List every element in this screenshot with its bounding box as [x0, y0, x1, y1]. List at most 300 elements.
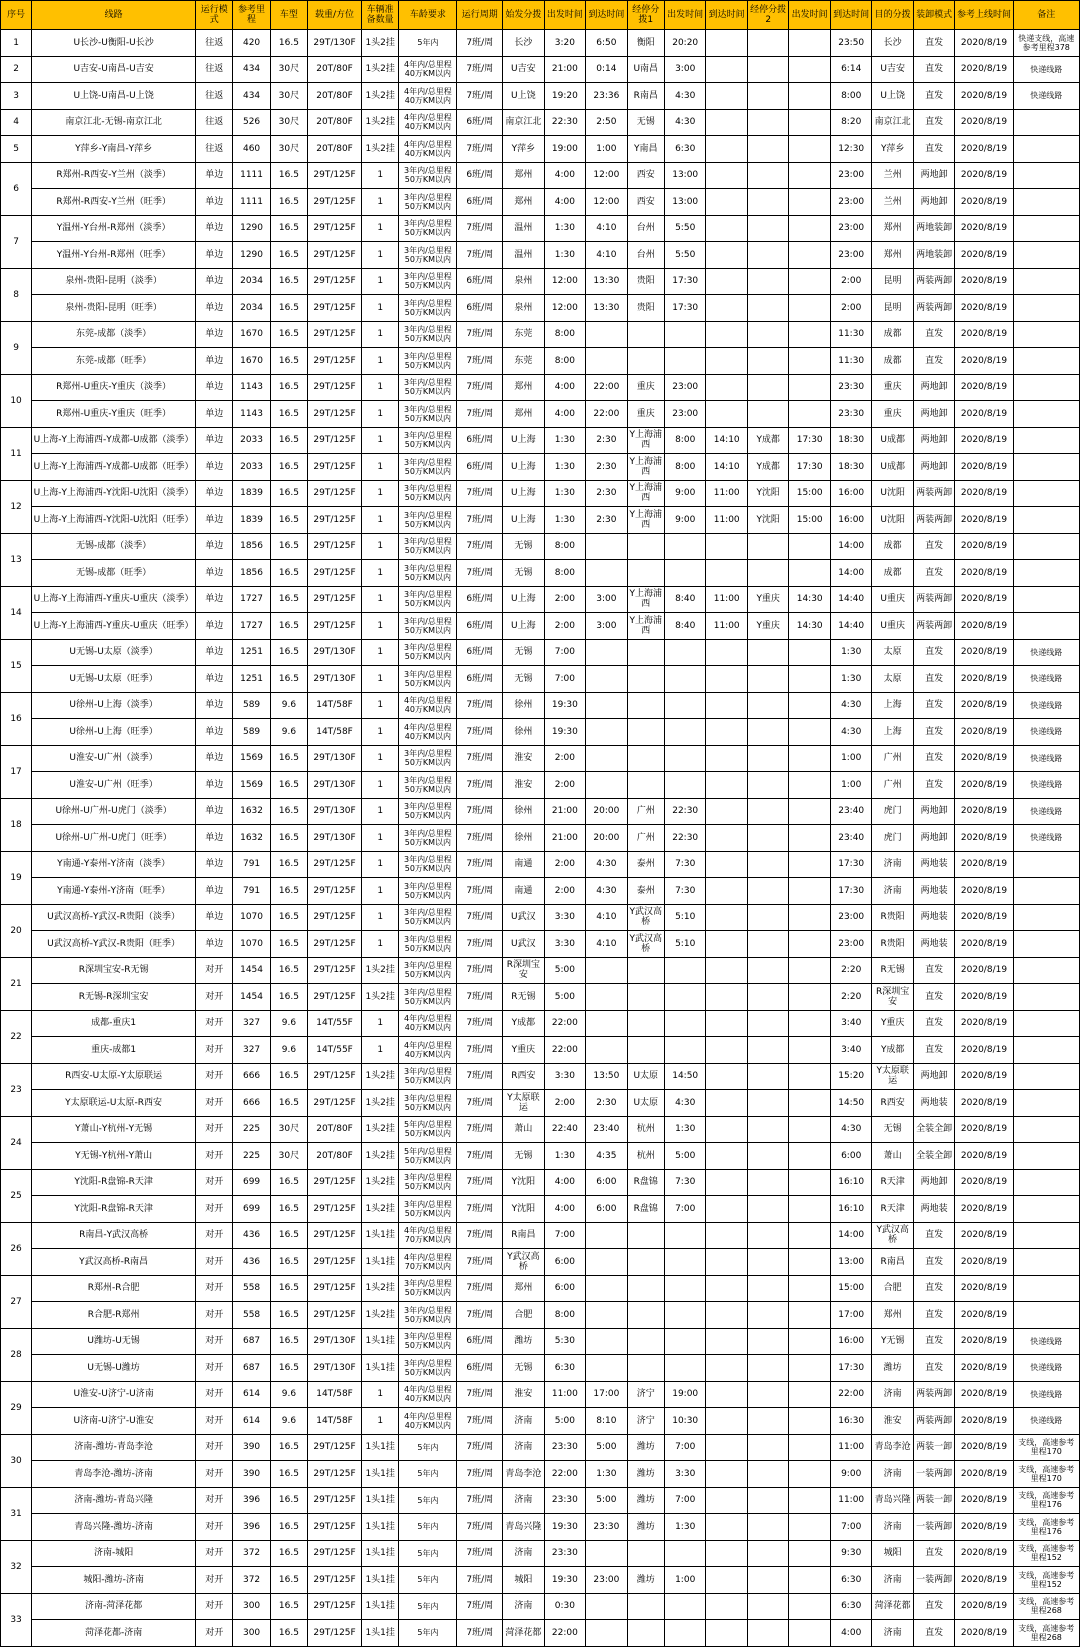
table-cell: 8:10 [586, 1408, 628, 1435]
table-cell: 8:00 [544, 321, 586, 348]
table-row [1, 215, 1080, 242]
table-cell: 4年内/总里程70万KM以内 [399, 1222, 457, 1249]
table-cell [747, 1090, 789, 1117]
table-cell: 4年内/总里程40万KM以内 [399, 136, 457, 163]
table-cell: 1:00 [830, 745, 872, 772]
table-row [1, 480, 1080, 507]
table-row [1, 851, 1080, 878]
table-cell [1013, 878, 1079, 905]
table-cell: 两装两卸 [913, 613, 955, 640]
table-cell: 1 [362, 215, 399, 242]
row-number-cell: 20 [1, 904, 32, 957]
table-cell: U无锡-U潍坊 [32, 1355, 196, 1382]
table-cell: 3年内/总里程50万KM以内 [399, 1196, 457, 1223]
table-cell: 直发 [913, 639, 955, 666]
table-cell [747, 825, 789, 852]
table-cell: 16.5 [270, 1328, 307, 1355]
table-cell: 2020/8/19 [955, 560, 1013, 587]
table-cell: U上海-Y上海浦西-Y重庆-U重庆（淡季） [32, 586, 196, 613]
table-cell: 327 [233, 1037, 270, 1064]
table-cell: 两地装 [913, 878, 955, 905]
table-row [1, 454, 1080, 481]
table-cell: Y重庆 [747, 586, 789, 613]
table-cell: 7班/周 [457, 1196, 503, 1223]
table-cell: 16.5 [270, 374, 307, 401]
table-row [1, 401, 1080, 428]
table-cell: 16.5 [270, 1461, 307, 1488]
table-cell: U太原 [627, 1090, 664, 1117]
table-cell: 快递线路 [1013, 719, 1079, 746]
table-cell: 11:00 [830, 1487, 872, 1514]
table-cell: 29T/125F [308, 931, 362, 958]
table-cell: 29T/125F [308, 1169, 362, 1196]
table-cell: 泉州 [503, 295, 545, 322]
table-cell: 合肥 [872, 1275, 914, 1302]
table-cell: 3年内/总里程50万KM以内 [399, 560, 457, 587]
table-cell: 14:30 [789, 586, 831, 613]
table-cell: 1856 [233, 533, 270, 560]
table-cell: Y重庆 [503, 1037, 545, 1064]
table-cell: 单边 [196, 692, 233, 719]
table-row [1, 1381, 1080, 1408]
table-row [1, 374, 1080, 401]
row-number-cell: 7 [1, 215, 32, 268]
table-cell: 1头1挂 [362, 1461, 399, 1488]
table-cell: 30尺 [270, 1116, 307, 1143]
table-cell: 699 [233, 1169, 270, 1196]
table-cell: 两地装 [913, 931, 955, 958]
table-cell [586, 1328, 628, 1355]
table-cell [586, 984, 628, 1011]
table-cell: Y沈阳 [747, 480, 789, 507]
table-cell [706, 1540, 748, 1567]
table-cell [747, 1328, 789, 1355]
table-cell [1013, 1196, 1079, 1223]
table-cell [664, 1249, 706, 1276]
table-cell: 16.5 [270, 957, 307, 984]
table-cell: 青岛兴隆 [503, 1514, 545, 1541]
table-cell: 22:00 [544, 1620, 586, 1647]
table-cell: 直发 [913, 533, 955, 560]
table-cell: 7:30 [664, 878, 706, 905]
table-cell: 7班/周 [457, 1567, 503, 1594]
table-row [1, 745, 1080, 772]
table-cell: R合肥-R郑州 [32, 1302, 196, 1329]
table-cell: 2020/8/19 [955, 1143, 1013, 1170]
table-cell [706, 692, 748, 719]
table-cell [706, 401, 748, 428]
table-cell: 3年内/总里程50万KM以内 [399, 242, 457, 269]
table-cell: 单边 [196, 401, 233, 428]
table-cell [747, 1275, 789, 1302]
table-row [1, 613, 1080, 640]
table-cell [747, 30, 789, 57]
table-cell: 城阳 [872, 1540, 914, 1567]
table-cell: 1头2挂 [362, 30, 399, 57]
table-cell: 成都-重庆1 [32, 1010, 196, 1037]
table-cell: 21:00 [544, 798, 586, 825]
table-cell [706, 666, 748, 693]
table-cell: 两装两卸 [913, 586, 955, 613]
table-cell: 396 [233, 1514, 270, 1541]
table-cell: 4:30 [586, 851, 628, 878]
table-cell: 17:00 [586, 1381, 628, 1408]
table-cell: 791 [233, 878, 270, 905]
table-cell: 12:00 [586, 162, 628, 189]
table-cell [706, 1487, 748, 1514]
table-cell: 2020/8/19 [955, 321, 1013, 348]
column-header: 到达时间 [586, 1, 628, 30]
table-cell: 济南 [503, 1487, 545, 1514]
table-cell [586, 1540, 628, 1567]
table-cell: 614 [233, 1381, 270, 1408]
row-number-cell: 16 [1, 692, 32, 745]
table-cell: 5年内 [399, 1540, 457, 1567]
table-cell: 5年内 [399, 1487, 457, 1514]
table-cell [586, 1249, 628, 1276]
table-cell: 直发 [913, 984, 955, 1011]
table-cell [789, 560, 831, 587]
table-cell: 8:00 [544, 560, 586, 587]
table-cell [706, 878, 748, 905]
table-cell: 两装一卸 [913, 1487, 955, 1514]
table-cell [1013, 586, 1079, 613]
table-cell: 2020/8/19 [955, 189, 1013, 216]
table-cell [664, 348, 706, 375]
table-cell [706, 772, 748, 799]
table-cell: 对开 [196, 1593, 233, 1620]
table-cell: R天津 [872, 1169, 914, 1196]
table-cell: 1头1挂 [362, 1567, 399, 1594]
table-cell: 昆明 [872, 295, 914, 322]
table-cell [706, 1355, 748, 1382]
table-cell: 16.5 [270, 348, 307, 375]
table-cell [706, 825, 748, 852]
table-cell: 1 [362, 268, 399, 295]
table-cell [747, 162, 789, 189]
table-cell [1013, 295, 1079, 322]
table-cell: 19:20 [544, 83, 586, 110]
table-cell: 4:30 [586, 878, 628, 905]
table-cell: 3年内/总里程50万KM以内 [399, 401, 457, 428]
table-cell: 两地卸 [913, 162, 955, 189]
table-cell [789, 931, 831, 958]
table-cell: 16.5 [270, 666, 307, 693]
table-cell [789, 348, 831, 375]
table-cell: 2020/8/19 [955, 719, 1013, 746]
table-cell: 4年内/总里程40万KM以内 [399, 1408, 457, 1435]
table-cell: Y重庆 [872, 1010, 914, 1037]
table-cell: 两地卸 [913, 427, 955, 454]
table-cell: 1569 [233, 772, 270, 799]
table-cell: 2020/8/19 [955, 1275, 1013, 1302]
table-cell: 4年内/总里程40万KM以内 [399, 83, 457, 110]
table-cell: 1头1挂 [362, 1620, 399, 1647]
table-cell: 29T/125F [308, 480, 362, 507]
table-cell: 1 [362, 189, 399, 216]
table-cell: 390 [233, 1461, 270, 1488]
table-cell: 17:30 [664, 268, 706, 295]
table-cell: 对开 [196, 1620, 233, 1647]
table-cell: 5:30 [544, 1328, 586, 1355]
table-cell: 7班/周 [457, 957, 503, 984]
table-cell: 1头1挂 [362, 1593, 399, 1620]
table-cell: 1头2挂 [362, 1143, 399, 1170]
table-cell: 3年内/总里程50万KM以内 [399, 745, 457, 772]
table-cell [664, 639, 706, 666]
table-cell: 327 [233, 1010, 270, 1037]
table-cell [706, 745, 748, 772]
table-cell: 15:00 [789, 480, 831, 507]
table-cell [706, 1010, 748, 1037]
table-cell: 614 [233, 1408, 270, 1435]
row-number-cell: 25 [1, 1169, 32, 1222]
table-cell: 两装两卸 [913, 1381, 955, 1408]
table-cell: 1727 [233, 586, 270, 613]
table-cell: 23:30 [830, 401, 872, 428]
table-cell: 南京江北 [503, 109, 545, 136]
table-row [1, 1090, 1080, 1117]
table-cell: 1070 [233, 904, 270, 931]
row-number-cell: 17 [1, 745, 32, 798]
table-cell: 17:00 [830, 1302, 872, 1329]
table-cell: 6班/周 [457, 162, 503, 189]
table-cell: R贵阳 [872, 931, 914, 958]
table-cell: 23:30 [830, 374, 872, 401]
table-cell: 1:00 [664, 1567, 706, 1594]
table-cell: 青岛李沧 [872, 1434, 914, 1461]
table-cell [747, 1355, 789, 1382]
table-row [1, 268, 1080, 295]
table-cell: 单边 [196, 586, 233, 613]
table-cell: 3年内/总里程50万KM以内 [399, 348, 457, 375]
table-cell: 23:00 [830, 215, 872, 242]
table-cell: 1569 [233, 745, 270, 772]
table-cell: 3年内/总里程50万KM以内 [399, 851, 457, 878]
table-cell: 上海 [872, 692, 914, 719]
table-cell: 单边 [196, 295, 233, 322]
table-cell: 396 [233, 1487, 270, 1514]
table-cell: 1839 [233, 480, 270, 507]
table-cell: 3年内/总里程50万KM以内 [399, 374, 457, 401]
table-cell: 300 [233, 1593, 270, 1620]
row-number-cell: 4 [1, 109, 32, 136]
table-cell: 2020/8/19 [955, 798, 1013, 825]
table-cell: 4年内/总里程40万KM以内 [399, 1010, 457, 1037]
table-cell [664, 1328, 706, 1355]
table-cell: 潍坊 [872, 1355, 914, 1382]
table-cell [706, 1116, 748, 1143]
table-row [1, 1169, 1080, 1196]
table-cell [664, 533, 706, 560]
table-cell [789, 162, 831, 189]
table-cell: Y成都 [747, 454, 789, 481]
table-cell [664, 666, 706, 693]
table-cell: 重庆 [627, 401, 664, 428]
table-cell: 7班/周 [457, 931, 503, 958]
table-cell: 20T/80F [308, 83, 362, 110]
table-cell: 6:00 [544, 1249, 586, 1276]
row-number-cell: 12 [1, 480, 32, 533]
table-row [1, 1275, 1080, 1302]
table-cell: 1 [362, 719, 399, 746]
table-cell: 23:00 [830, 242, 872, 269]
table-cell: 重庆 [872, 401, 914, 428]
table-cell: 两地卸 [913, 189, 955, 216]
table-cell: Y武汉高桥 [627, 904, 664, 931]
table-cell [747, 83, 789, 110]
table-cell: 1头1挂 [362, 1328, 399, 1355]
table-cell: 1头1挂 [362, 1487, 399, 1514]
table-cell: 2:00 [544, 613, 586, 640]
table-cell [706, 1196, 748, 1223]
table-cell: 1 [362, 1037, 399, 1064]
table-cell: 3年内/总里程50万KM以内 [399, 984, 457, 1011]
table-cell: 直发 [913, 83, 955, 110]
table-row [1, 639, 1080, 666]
table-row [1, 984, 1080, 1011]
table-cell: 徐州 [503, 692, 545, 719]
table-cell [789, 136, 831, 163]
table-cell: R无锡-R深圳宝安 [32, 984, 196, 1011]
table-cell: 6班/周 [457, 613, 503, 640]
table-cell [706, 1408, 748, 1435]
table-cell: 7班/周 [457, 348, 503, 375]
table-cell [627, 560, 664, 587]
table-cell: 29T/125F [308, 533, 362, 560]
table-cell: 7班/周 [457, 1090, 503, 1117]
table-cell: 6班/周 [457, 454, 503, 481]
table-cell: 往返 [196, 109, 233, 136]
table-cell: 5年内/总里程50万KM以内 [399, 1116, 457, 1143]
header-row [1, 1, 1080, 30]
table-cell: U淮安-U济宁-U济南 [32, 1381, 196, 1408]
table-cell: 直发 [913, 1275, 955, 1302]
table-cell: 往返 [196, 56, 233, 83]
table-cell: 16.5 [270, 586, 307, 613]
table-cell [627, 666, 664, 693]
table-cell: 2:00 [830, 268, 872, 295]
table-cell: 29T/125F [308, 1487, 362, 1514]
table-cell: 7班/周 [457, 1222, 503, 1249]
table-cell: 29T/130F [308, 666, 362, 693]
table-cell: 10:30 [664, 1408, 706, 1435]
table-cell: 1:30 [544, 480, 586, 507]
table-cell [586, 745, 628, 772]
column-header: 序号 [1, 1, 32, 30]
table-cell [789, 268, 831, 295]
table-cell [664, 1540, 706, 1567]
table-cell: 1头1挂 [362, 1434, 399, 1461]
table-cell: 372 [233, 1567, 270, 1594]
table-cell: 2020/8/19 [955, 957, 1013, 984]
table-cell: 16.5 [270, 931, 307, 958]
table-cell: U潍坊-U无锡 [32, 1328, 196, 1355]
column-header: 载重/方位 [308, 1, 362, 30]
table-cell: 7班/周 [457, 507, 503, 534]
table-cell [706, 374, 748, 401]
table-cell: U重庆 [872, 586, 914, 613]
table-cell: 18:30 [830, 454, 872, 481]
table-cell: 6:00 [544, 1275, 586, 1302]
table-cell [1013, 984, 1079, 1011]
table-cell [789, 745, 831, 772]
table-cell: Y南通-Y泰州-Y济南（旺季） [32, 878, 196, 905]
table-cell: 7班/周 [457, 719, 503, 746]
table-cell [664, 745, 706, 772]
table-cell: 17:30 [789, 427, 831, 454]
table-cell: 9.6 [270, 1381, 307, 1408]
table-cell: 2:00 [544, 878, 586, 905]
table-cell [586, 1355, 628, 1382]
table-cell: 对开 [196, 1540, 233, 1567]
table-cell: 2020/8/19 [955, 1010, 1013, 1037]
table-cell: 青岛李沧 [503, 1461, 545, 1488]
table-cell: 7班/周 [457, 1461, 503, 1488]
column-header: 始发分拨 [503, 1, 545, 30]
table-body [1, 30, 1080, 1647]
table-cell: 666 [233, 1063, 270, 1090]
table-cell: 29T/125F [308, 560, 362, 587]
table-cell: 5年内 [399, 1620, 457, 1647]
table-row [1, 692, 1080, 719]
table-cell: 11:00 [706, 613, 748, 640]
table-cell: Y成都 [503, 1010, 545, 1037]
table-cell: 两地卸 [913, 401, 955, 428]
table-cell: 快递线路 [1013, 1328, 1079, 1355]
row-number-cell: 2 [1, 56, 32, 83]
table-cell [747, 878, 789, 905]
table-cell [1013, 1222, 1079, 1249]
table-cell: 1 [362, 666, 399, 693]
table-cell [706, 984, 748, 1011]
table-row [1, 242, 1080, 269]
table-cell: 1290 [233, 215, 270, 242]
table-cell: 29T/125F [308, 1620, 362, 1647]
table-cell: 1 [362, 692, 399, 719]
table-cell: 7班/周 [457, 1143, 503, 1170]
table-cell: 7班/周 [457, 745, 503, 772]
table-cell: 23:30 [544, 1487, 586, 1514]
table-cell: 7班/周 [457, 374, 503, 401]
table-cell: 太原 [872, 639, 914, 666]
table-cell: 1290 [233, 242, 270, 269]
table-cell: 16.5 [270, 1593, 307, 1620]
table-cell: 9:00 [664, 480, 706, 507]
table-cell: 7班/周 [457, 83, 503, 110]
table-cell [789, 904, 831, 931]
table-cell [706, 1328, 748, 1355]
table-cell [586, 1302, 628, 1329]
table-cell: 6班/周 [457, 109, 503, 136]
table-cell: 2:30 [586, 507, 628, 534]
table-cell: 20T/80F [308, 136, 362, 163]
table-cell: U上海 [503, 586, 545, 613]
table-cell: 成都 [872, 348, 914, 375]
table-cell: 17:30 [664, 295, 706, 322]
table-cell: 16.5 [270, 825, 307, 852]
table-cell: 2020/8/19 [955, 745, 1013, 772]
table-cell: 16:10 [830, 1196, 872, 1223]
row-number-cell: 5 [1, 136, 32, 163]
table-cell: U上饶-U南昌-U上饶 [32, 83, 196, 110]
table-cell: 无锡 [627, 109, 664, 136]
table-cell: 4:00 [544, 374, 586, 401]
table-row [1, 957, 1080, 984]
table-cell [627, 1540, 664, 1567]
table-cell: 29T/125F [308, 189, 362, 216]
table-row [1, 560, 1080, 587]
